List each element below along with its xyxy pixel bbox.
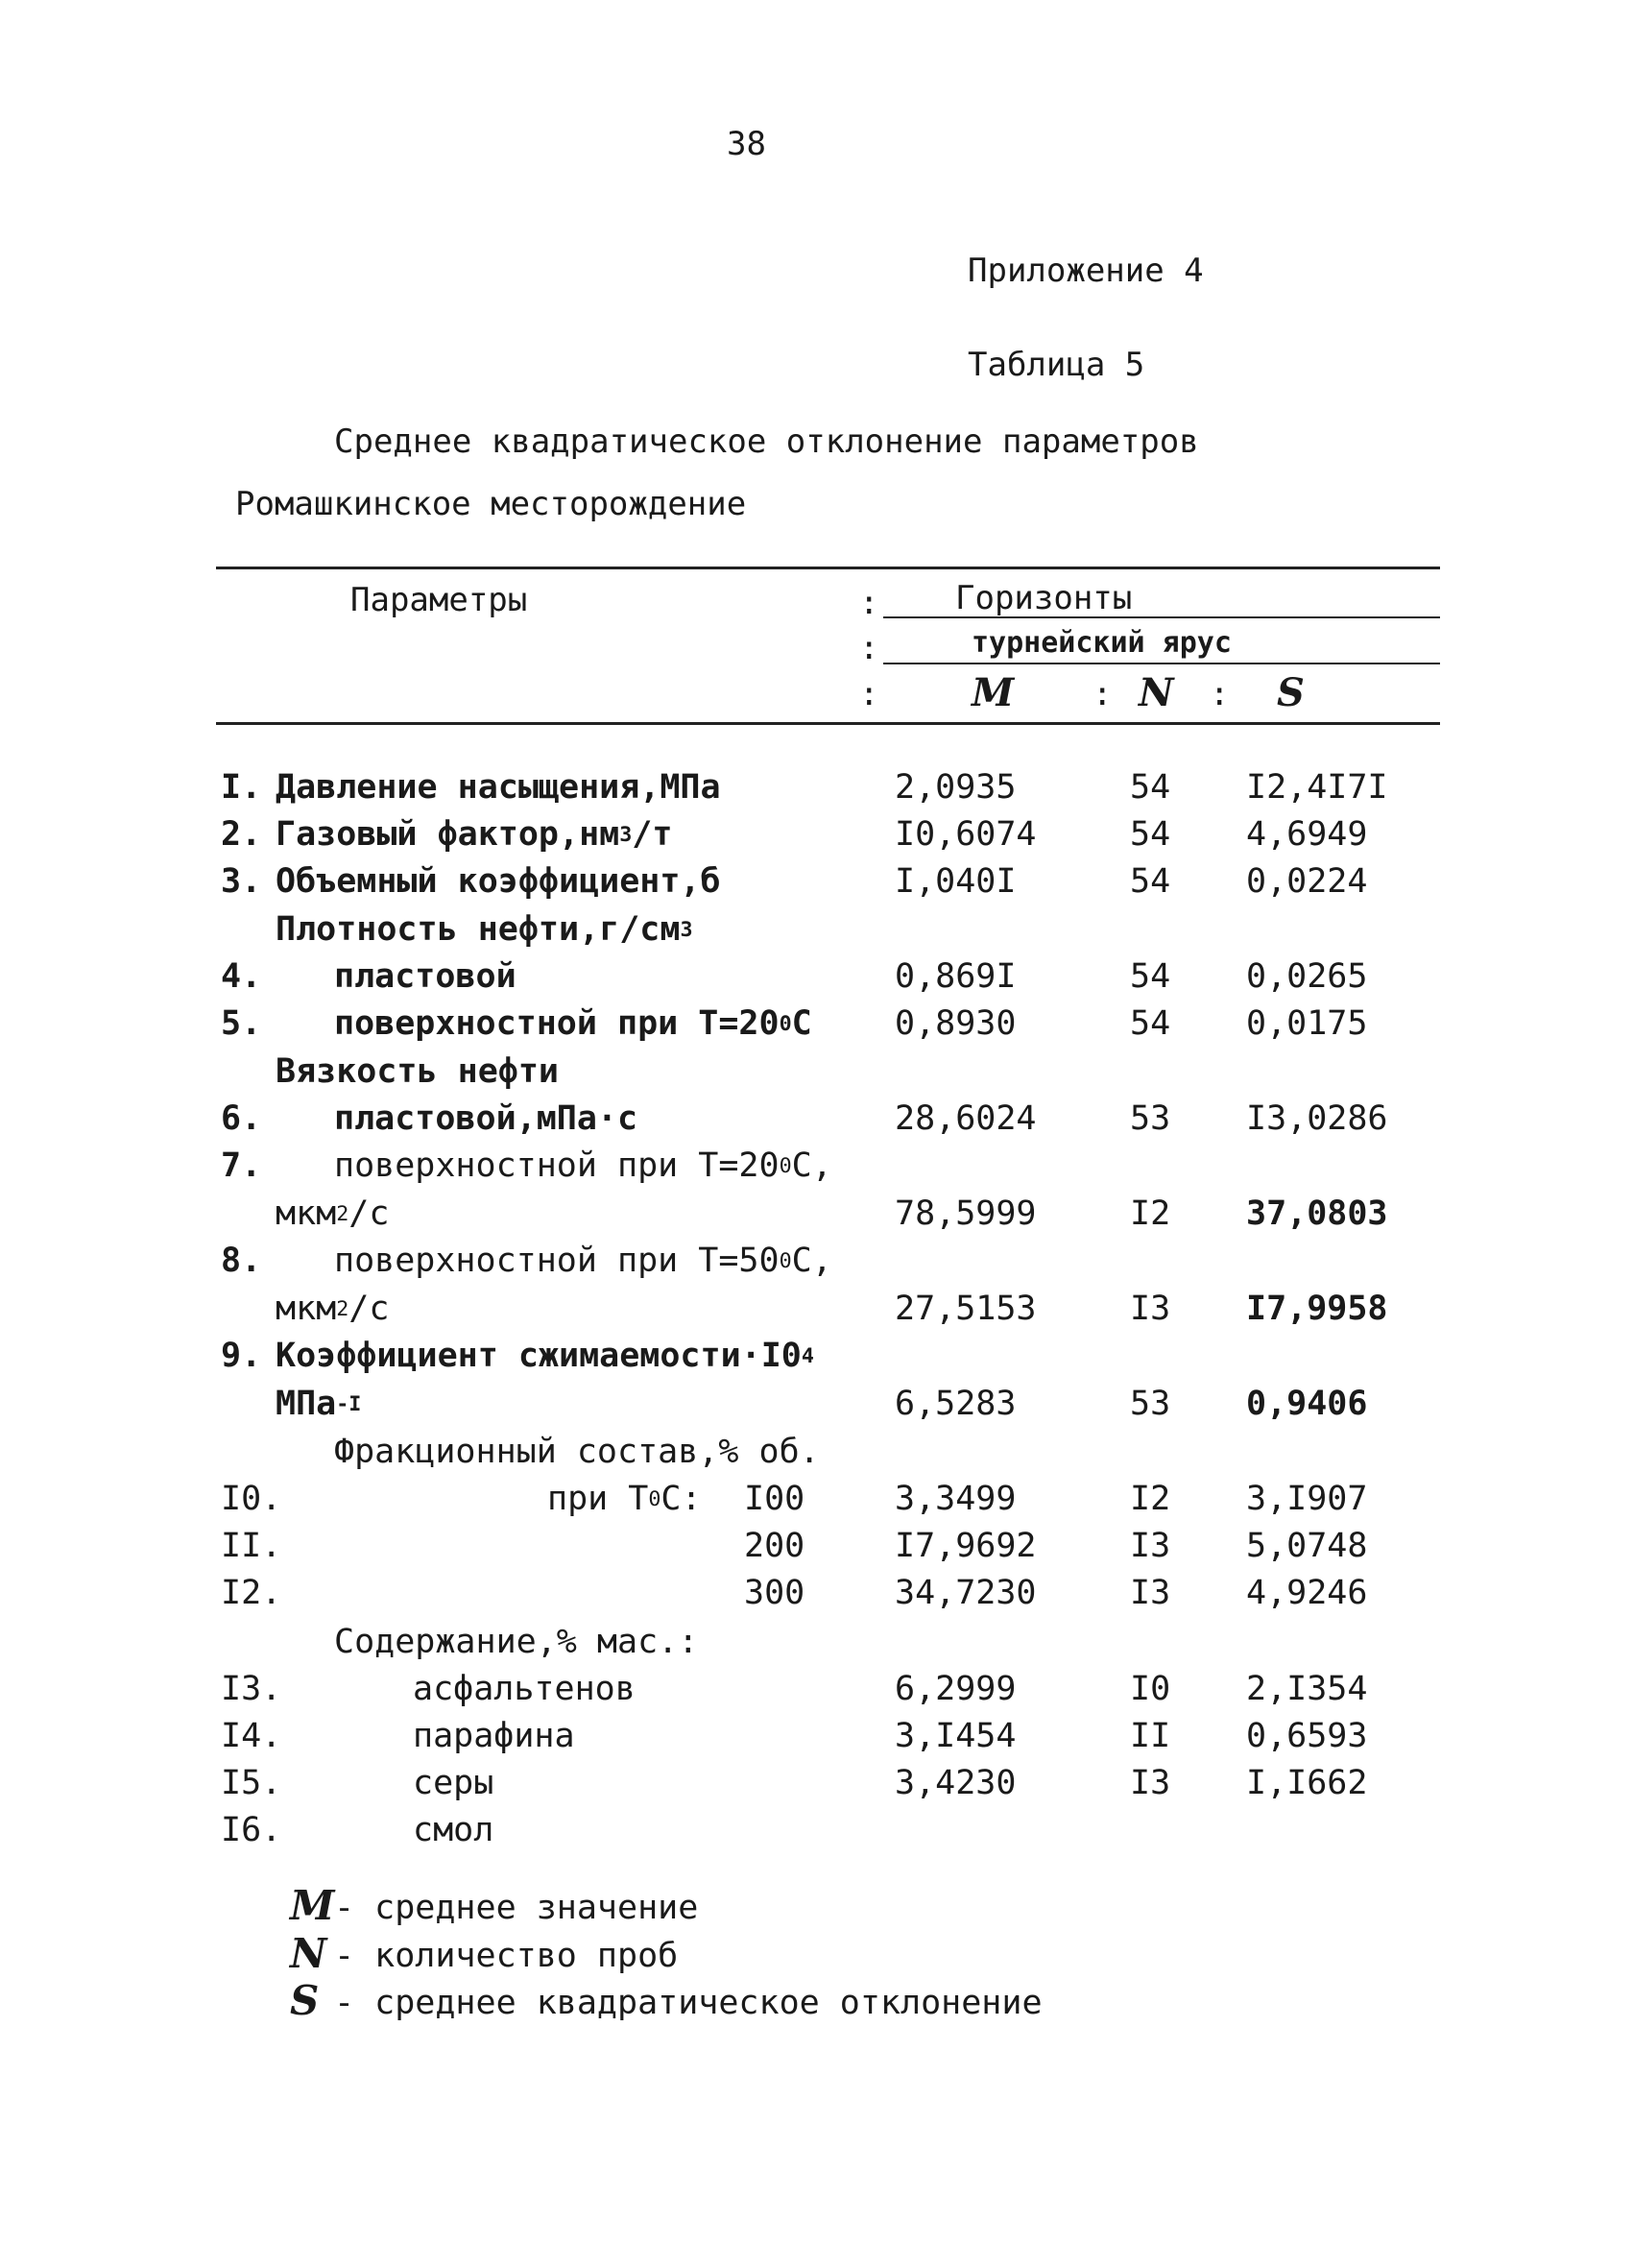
label-sup: 0 (648, 1486, 661, 1511)
row-label: Давление насыщения,МПа (276, 768, 721, 807)
label-part: поверхностной при Т=50 (334, 1242, 780, 1280)
cell-s: 3,I907 (1246, 1480, 1368, 1518)
label-sup: 4 (801, 1343, 814, 1368)
header-col-s: S (1277, 670, 1305, 715)
row-number: 2. (221, 815, 262, 854)
cell-s: I3,0286 (1246, 1099, 1388, 1138)
legend-text-m: - среднее значение (334, 1889, 699, 1927)
label-part: Плотность нефти,г/см (276, 910, 681, 949)
row-label-unit (276, 1194, 389, 1233)
cell-n: 53 (1130, 1099, 1171, 1138)
header-horizon-name: турнейский ярус (972, 626, 1232, 660)
cell-s: 4,9246 (1246, 1574, 1368, 1612)
row-number: 5. (221, 1004, 262, 1043)
label-sup: 0 (779, 1153, 792, 1178)
cell-n: 54 (1130, 815, 1171, 854)
label-part: поверхностной при Т=20 (334, 1004, 780, 1043)
cell-m: 0,8930 (895, 1004, 1017, 1043)
header-sep-2: : (859, 629, 879, 667)
header-sep-4: : (1093, 675, 1113, 713)
row-number: II. (221, 1527, 282, 1565)
row-number: I0. (221, 1480, 282, 1518)
cell-m: 6,5283 (895, 1385, 1017, 1423)
cell-n: 53 (1130, 1385, 1171, 1423)
row-label (276, 1337, 814, 1375)
row-label: пластовой,мПа·с (334, 1099, 638, 1138)
cell-n: 54 (1130, 862, 1171, 901)
row-number: I5. (221, 1764, 282, 1802)
label-part: мкм (276, 1290, 337, 1328)
header-col-m: M (972, 670, 1015, 715)
row-number: I. (221, 768, 262, 807)
cell-m: 6,2999 (895, 1670, 1017, 1708)
header-parameters: Параметры (350, 581, 528, 619)
cell-s: 0,0265 (1246, 957, 1368, 996)
label-sup: 3 (680, 917, 693, 942)
row-label (334, 1146, 832, 1185)
group-header-density (276, 910, 693, 949)
cell-m: 0,869I (895, 957, 1017, 996)
label-sup: 0 (779, 1011, 792, 1036)
row-number: 3. (221, 862, 262, 901)
label-sup: -I (336, 1391, 362, 1416)
cell-m: 34,7230 (895, 1574, 1037, 1612)
cell-n: 54 (1130, 1004, 1171, 1043)
cell-m: 3,3499 (895, 1480, 1017, 1518)
cell-n: I2 (1130, 1480, 1171, 1518)
cell-m: I,040I (895, 862, 1017, 901)
legend-symbol-n: N (290, 1930, 327, 1977)
row-label: смол (413, 1811, 494, 1849)
cell-n: I3 (1130, 1527, 1171, 1565)
legend-text-n: - количество проб (334, 1937, 679, 1975)
cell-s: I7,9958 (1246, 1290, 1388, 1328)
label-part: С, (791, 1146, 832, 1185)
label-part: /т (632, 815, 673, 854)
cell-s: 0,9406 (1246, 1385, 1368, 1423)
group-header-content: Содержание,% мас.: (334, 1623, 699, 1661)
row-number: 6. (221, 1099, 262, 1138)
cell-m: 3,I454 (895, 1717, 1017, 1755)
label-sup: 2 (336, 1201, 349, 1226)
label-part: поверхностной при Т=20 (334, 1146, 780, 1185)
table-header-bottom-rule (216, 722, 1440, 725)
label-part: С (791, 1004, 812, 1043)
cell-s: 37,0803 (1246, 1194, 1388, 1233)
row-label-unit (276, 1385, 361, 1423)
label-sup: 0 (779, 1248, 792, 1273)
row-number: I6. (221, 1811, 282, 1849)
cell-n: I2 (1130, 1194, 1171, 1233)
row-label: серы (413, 1764, 494, 1802)
cell-s: 0,0175 (1246, 1004, 1368, 1043)
row-temp: 300 (744, 1574, 805, 1612)
cell-s: 0,0224 (1246, 862, 1368, 901)
cell-s: 0,6593 (1246, 1717, 1368, 1755)
cell-n: II (1130, 1717, 1171, 1755)
row-temp-label (547, 1480, 702, 1518)
cell-m: 3,4230 (895, 1764, 1017, 1802)
legend-symbol-m: M (290, 1882, 335, 1929)
row-label: Объемный коэффициент,б (276, 862, 721, 901)
row-number: I2. (221, 1574, 282, 1612)
label-part: С, (791, 1242, 832, 1280)
cell-n: 54 (1130, 768, 1171, 807)
label-part: при Т (547, 1480, 649, 1518)
row-temp: I00 (744, 1480, 805, 1518)
cell-m: 78,5999 (895, 1194, 1037, 1233)
label-part: МПа (276, 1385, 337, 1423)
cell-s: 4,6949 (1246, 815, 1368, 854)
header-sep-3: : (859, 675, 879, 713)
cell-m: I0,6074 (895, 815, 1037, 854)
legend-text-s: - среднее квадратическое отклонение (334, 1984, 1043, 2022)
label-part: Коэффициент сжимаемости·I0 (276, 1337, 802, 1375)
horizons-rule (883, 616, 1440, 618)
cell-n: I3 (1130, 1290, 1171, 1328)
label-part: мкм (276, 1194, 337, 1233)
label-part: С: (660, 1480, 702, 1518)
row-label (334, 1242, 832, 1280)
cell-m: I7,9692 (895, 1527, 1037, 1565)
table-title: Среднее квадратическое отклонение параметров (334, 422, 1199, 461)
cell-n: I3 (1130, 1764, 1171, 1802)
row-number: I3. (221, 1670, 282, 1708)
header-horizons: Горизонты (955, 579, 1133, 617)
label-sup: 3 (619, 822, 633, 847)
header-col-n: N (1139, 670, 1174, 715)
field-name: Ромашкинское месторождение (235, 485, 747, 523)
cell-s: I,I662 (1246, 1764, 1368, 1802)
label-sup: 2 (336, 1296, 349, 1321)
cell-s: I2,4I7I (1246, 768, 1388, 807)
row-label (334, 1004, 812, 1043)
row-number: 9. (221, 1337, 262, 1375)
table-top-rule (216, 567, 1440, 569)
cell-s: 2,I354 (1246, 1670, 1368, 1708)
label-part: Газовый фактор,нм (276, 815, 620, 854)
row-number: 4. (221, 957, 262, 996)
label-part: /с (348, 1194, 390, 1233)
row-label: парафина (413, 1717, 575, 1755)
row-temp: 200 (744, 1527, 805, 1565)
row-label: асфальтенов (413, 1670, 636, 1708)
cell-m: 2,0935 (895, 768, 1017, 807)
row-number: 7. (221, 1146, 262, 1185)
header-sep-5: : (1210, 675, 1230, 713)
row-label: пластовой (334, 957, 516, 996)
label-part: /с (348, 1290, 390, 1328)
row-number: I4. (221, 1717, 282, 1755)
appendix-label: Приложение 4 (968, 252, 1204, 290)
cell-n: I3 (1130, 1574, 1171, 1612)
horizon-name-rule (883, 663, 1440, 664)
cell-n: 54 (1130, 957, 1171, 996)
row-number: 8. (221, 1242, 262, 1280)
header-sep-1: : (859, 584, 879, 622)
page-number: 38 (727, 125, 766, 163)
cell-s: 5,0748 (1246, 1527, 1368, 1565)
cell-n: I0 (1130, 1670, 1171, 1708)
row-label (276, 815, 672, 854)
group-header-fraction: Фракционный состав,% об. (334, 1433, 820, 1471)
cell-m: 27,5153 (895, 1290, 1037, 1328)
row-label-unit (276, 1290, 389, 1328)
table-label: Таблица 5 (968, 346, 1145, 384)
legend-symbol-s: S (290, 1977, 320, 2024)
group-header-viscosity: Вязкость нефти (276, 1052, 560, 1091)
cell-m: 28,6024 (895, 1099, 1037, 1138)
